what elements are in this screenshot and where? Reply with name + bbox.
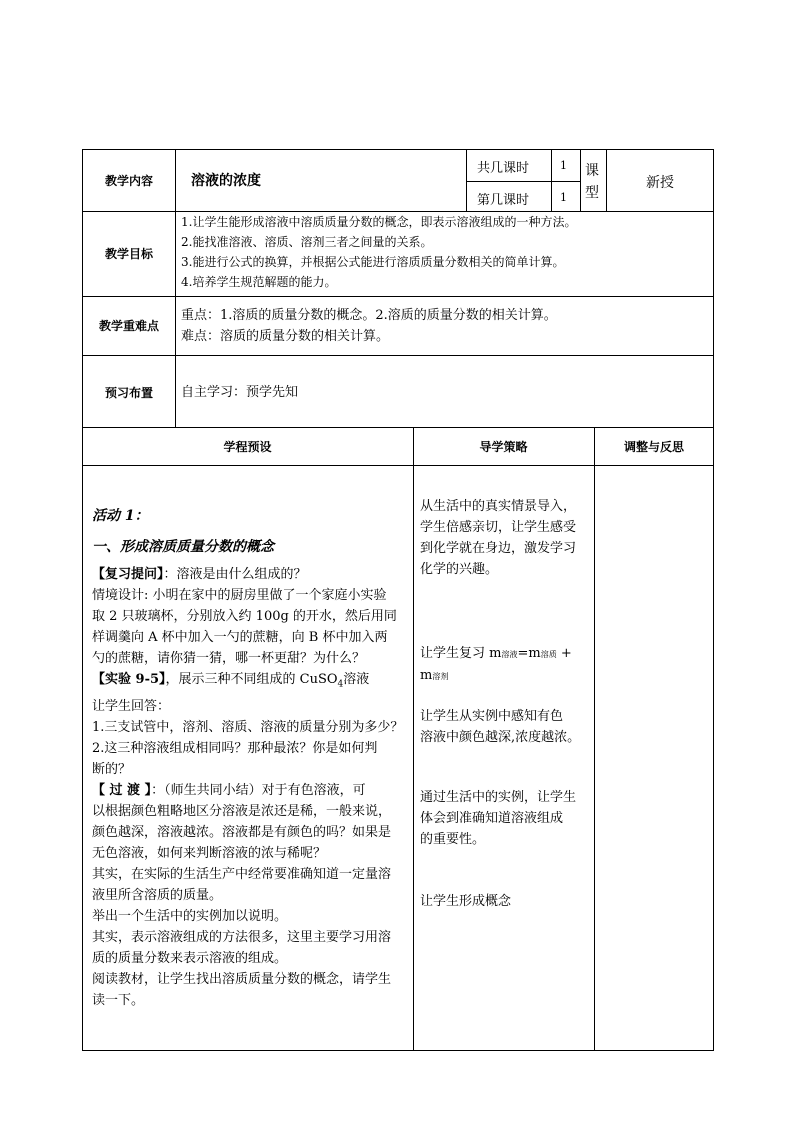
activity-heading: 活动 1：: [92, 508, 149, 524]
strategy-block-1: 从生活中的真实情景导入， 学生倍感亲切，让学生感受 到化学就在身边，激发学习 化学的兴趣。: [420, 499, 577, 577]
transition-line: 举出一个生活中的实例加以说明。: [92, 908, 288, 924]
goals-list: [181, 212, 711, 292]
scenario-line: 勺的蔗糖，请你猜一猜，哪一杯更甜？为什么？: [92, 651, 366, 666]
type-label-1: 课: [585, 163, 599, 179]
main-divider-1: [413, 427, 414, 1051]
difficulty-line: 难点：溶质的质量分数的相关计算。: [181, 329, 390, 344]
review-question: 【复习提问】：溶液是由什么组成的？: [92, 567, 307, 582]
col-header-strategy: 导学策略: [479, 440, 528, 454]
which-hour-label: 第几课时: [477, 193, 530, 208]
goals-label: 教学目标: [104, 247, 153, 261]
table-border-top: [82, 149, 714, 150]
type-label-2: 型: [585, 185, 599, 201]
table-border-bottom: [82, 1050, 714, 1051]
transition-line: 无色溶液，如何来判断溶液的浓与稀呢？: [92, 845, 327, 861]
transition-line: 【 过 渡 】：（师生共同小结）对于有色溶液，可: [92, 782, 366, 798]
scenario-line: 取 2 只玻璃杯，分别放入约 100g 的开水，然后用同: [92, 609, 397, 624]
key-point-line: 重点：1.溶质的质量分数的概念。2.溶质的质量分数的相关计算。: [181, 308, 557, 323]
section-heading: 一、形成溶质质量分数的概念: [92, 539, 274, 555]
answer-line: 1.三支试管中，溶剂、溶质、溶液的质量分别为多少？: [92, 719, 404, 735]
transition-line: 质的质量分数来表示溶液的组成。: [92, 950, 288, 966]
goal-item: 2.能找准溶液、溶质、溶剂三者之间量的关系。: [181, 235, 433, 249]
row-divider-5: [82, 465, 714, 466]
goal-item: 1.让学生能形成溶液中溶质质量分数的概念，即表示溶液组成的一种方法。: [181, 215, 577, 229]
transition-line: 读一下。: [92, 992, 145, 1008]
transition-line: 其实，表示溶液组成的方法很多，这里主要学习用溶: [92, 929, 392, 945]
hours-divider-right: [580, 149, 581, 212]
table-border-left: [82, 149, 83, 1051]
key-points-label: 教学重难点: [98, 319, 159, 333]
col-header-reflection: 调整与反思: [623, 440, 684, 454]
lesson-title: 溶液的浓度: [191, 173, 261, 189]
strategy-block-2: 让学生复习 m溶液=m溶质 + m溶剂: [420, 646, 572, 683]
total-hours-label: 共几课时: [477, 161, 530, 176]
hours-divider-mid: [551, 149, 552, 212]
answer-line: 2.这三种溶液组成相同吗？那种最浓？你是如何判: [92, 740, 378, 756]
preview-text: 自主学习：预学先知: [181, 385, 299, 400]
type-value: 新授: [646, 175, 674, 191]
main-divider-2: [594, 427, 595, 1051]
transition-line: 以根据颜色粗略地区分溶液是浓还是稀，一般来说，: [92, 803, 392, 819]
goal-item: 4.培养学生规范解题的能力。: [181, 275, 337, 289]
experiment-line: 【实验 9-5】，展示三种不同组成的 CuSO$_4$溶液: [92, 672, 370, 690]
answer-line: 让学生回答：: [92, 698, 171, 714]
answer-line: 断的？: [92, 761, 132, 777]
col-header-process: 学程预设: [223, 440, 272, 454]
strategy-block-3: 让学生从实例中感知有色 溶液中颜色越深,浓度越浓。: [420, 709, 581, 745]
table-border-right: [713, 149, 714, 1051]
scenario-line: 样调羹向 A 杯中加入一勺的蔗糖，向 B 杯中加入两: [92, 630, 388, 645]
row-divider-3: [82, 355, 714, 356]
transition-line: 阅读教材，让学生找出溶质质量分数的概念，请学生: [92, 971, 392, 987]
total-hours-value: 1: [560, 159, 567, 172]
preview-label: 预习布置: [104, 386, 153, 400]
which-hour-value: 1: [560, 191, 567, 204]
transition-line: 其实，在实际的生活生产中经常要准确知道一定量溶: [92, 866, 392, 882]
goal-item: 3.能进行公式的换算，并根据公式能进行溶质质量分数相关的简单计算。: [181, 255, 565, 269]
strategy-block-5: 让学生形成概念: [420, 894, 512, 909]
main-body: [92, 564, 410, 1011]
transition-line: 颜色越深，溶液越浓。溶液都是有颜色的吗？如果是: [92, 824, 392, 840]
row-divider-2: [82, 296, 714, 297]
row-divider-4: [82, 427, 714, 428]
transition-line: 液里所含溶质的质量。: [92, 887, 223, 903]
hours-divider-left: [466, 149, 467, 212]
scenario-line: 情境设计: 小明在家中的厨房里做了一个家庭小实验: [92, 588, 387, 603]
row-divider-hours: [466, 181, 580, 182]
content-label: 教学内容: [104, 174, 153, 188]
strategy-block-4: 通过生活中的实例，让学生 体会到准确知道溶液组成 的重要性。: [420, 790, 577, 847]
